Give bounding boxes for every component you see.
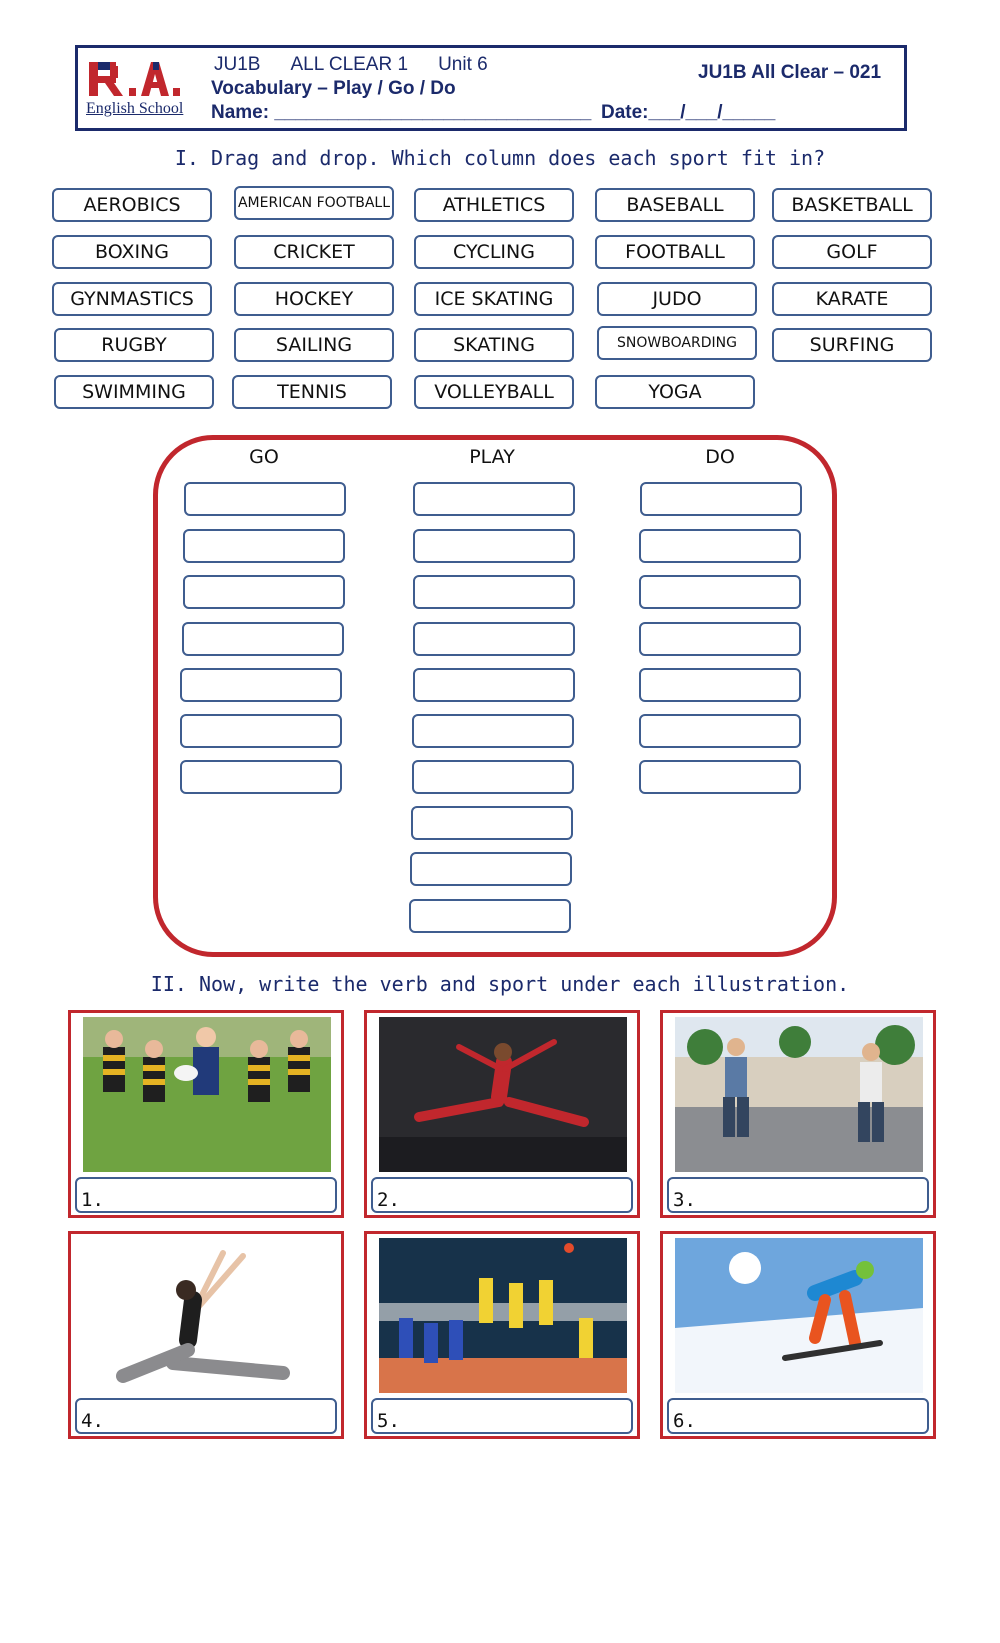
- word-chip[interactable]: KARATE: [772, 282, 932, 316]
- answer-field[interactable]: 1.: [75, 1177, 337, 1213]
- worksheet-code: JU1B All Clear – 021: [698, 62, 882, 83]
- answer-field[interactable]: 2.: [371, 1177, 633, 1213]
- word-chip[interactable]: VOLLEYBALL: [414, 375, 574, 409]
- do-drop-slot[interactable]: [639, 668, 801, 702]
- word-chip[interactable]: SNOWBOARDING: [597, 326, 757, 360]
- go-drop-slot[interactable]: [183, 529, 345, 563]
- do-drop-slot[interactable]: [639, 529, 801, 563]
- section1-instruction: I. Drag and drop. Which column does each sport fit in?: [174, 146, 826, 170]
- header-topic: Vocabulary – Play / Go / Do: [211, 78, 456, 99]
- header-unit: Unit 6: [438, 54, 488, 75]
- word-chip[interactable]: SWIMMING: [54, 375, 214, 409]
- section2-instruction: II. Now, write the verb and sport under each illustration.: [150, 972, 850, 996]
- play-drop-slot[interactable]: [413, 668, 575, 702]
- go-drop-slot[interactable]: [182, 622, 344, 656]
- worksheet-header: [75, 45, 907, 131]
- play-drop-slot[interactable]: [413, 482, 575, 516]
- header-course-line: [214, 54, 518, 76]
- header-level: JU1B: [214, 54, 261, 75]
- word-chip[interactable]: YOGA: [595, 375, 755, 409]
- go-drop-slot[interactable]: [180, 760, 342, 794]
- header-book: ALL CLEAR 1: [290, 54, 409, 75]
- word-chip[interactable]: SKATING: [414, 328, 574, 362]
- word-chip[interactable]: AEROBICS: [52, 188, 212, 222]
- play-drop-slot[interactable]: [412, 714, 574, 748]
- illustration-card: [68, 1231, 344, 1439]
- word-chip[interactable]: SAILING: [234, 328, 394, 362]
- answer-field[interactable]: 6.: [667, 1398, 929, 1434]
- word-chip[interactable]: JUDO: [597, 282, 757, 316]
- play-drop-slot[interactable]: [409, 899, 571, 933]
- do-drop-slot[interactable]: [640, 482, 802, 516]
- play-drop-slot[interactable]: [413, 575, 575, 609]
- column-header-play: PLAY: [469, 446, 515, 468]
- word-chip[interactable]: CRICKET: [234, 235, 394, 269]
- answer-field[interactable]: 4.: [75, 1398, 337, 1434]
- illustration-card: [68, 1010, 344, 1218]
- word-chip[interactable]: AMERICAN FOOTBALL: [234, 186, 394, 220]
- word-chip[interactable]: CYCLING: [414, 235, 574, 269]
- play-drop-slot[interactable]: [413, 622, 575, 656]
- illustration-card: [660, 1231, 936, 1439]
- go-drop-slot[interactable]: [183, 575, 345, 609]
- illustration-card: [660, 1010, 936, 1218]
- go-drop-slot[interactable]: [184, 482, 346, 516]
- name-field[interactable]: Name: ______________________________: [211, 102, 592, 123]
- play-drop-slot[interactable]: [412, 760, 574, 794]
- go-drop-slot[interactable]: [180, 668, 342, 702]
- illustration-card: [364, 1231, 640, 1439]
- gymnastics-photo: [379, 1017, 627, 1172]
- word-chip[interactable]: TENNIS: [232, 375, 392, 409]
- play-drop-slot[interactable]: [410, 852, 572, 886]
- logo-school-name: English School: [86, 100, 184, 117]
- play-drop-slot[interactable]: [413, 529, 575, 563]
- word-chip[interactable]: BOXING: [52, 235, 212, 269]
- word-chip[interactable]: BASKETBALL: [772, 188, 932, 222]
- word-chip[interactable]: ICE SKATING: [414, 282, 574, 316]
- rugby-photo: [83, 1017, 331, 1172]
- date-field[interactable]: Date:___/___/_____: [601, 102, 776, 123]
- answer-field[interactable]: 3.: [667, 1177, 929, 1213]
- volleyball-photo: [379, 1238, 627, 1393]
- word-chip[interactable]: GYNMASTICS: [52, 282, 212, 316]
- do-drop-slot[interactable]: [639, 622, 801, 656]
- yoga-photo: [83, 1238, 331, 1393]
- go-drop-slot[interactable]: [180, 714, 342, 748]
- do-drop-slot[interactable]: [639, 575, 801, 609]
- do-drop-slot[interactable]: [639, 714, 801, 748]
- word-chip[interactable]: HOCKEY: [234, 282, 394, 316]
- column-header-do: DO: [705, 446, 735, 468]
- word-chip[interactable]: RUGBY: [54, 328, 214, 362]
- word-chip[interactable]: ATHLETICS: [414, 188, 574, 222]
- word-chip[interactable]: BASEBALL: [595, 188, 755, 222]
- illustration-card: [364, 1010, 640, 1218]
- do-drop-slot[interactable]: [639, 760, 801, 794]
- answer-field[interactable]: 5.: [371, 1398, 633, 1434]
- snowboarding-photo: [675, 1238, 923, 1393]
- column-header-go: GO: [249, 446, 279, 468]
- play-drop-slot[interactable]: [411, 806, 573, 840]
- word-chip[interactable]: GOLF: [772, 235, 932, 269]
- word-chip[interactable]: SURFING: [772, 328, 932, 362]
- skating-photo: [675, 1017, 923, 1172]
- word-chip[interactable]: FOOTBALL: [595, 235, 755, 269]
